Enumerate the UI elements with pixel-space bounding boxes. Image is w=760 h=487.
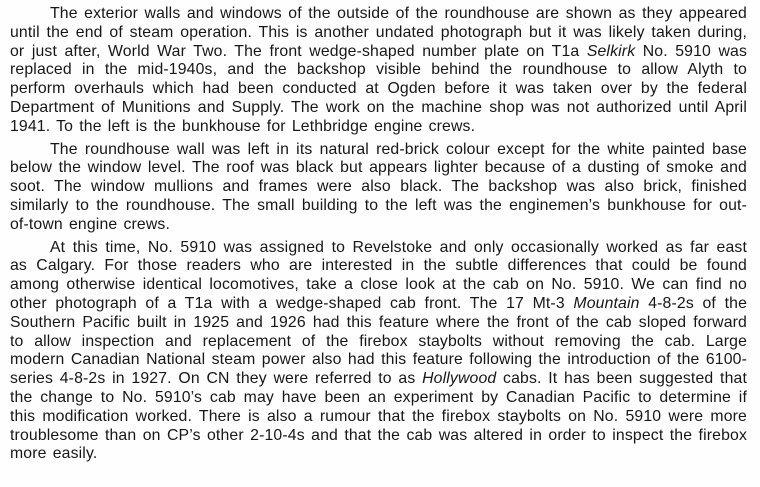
text-segment: The roundhouse wall was left in its natural red-brick colour except for the white painted base below the window level. The roof was black but appears lighter because of a dusting of smoke and soot. The window mullions and frames were also black. The backshop was also brick, finished similarly to the roundhouse. The small building to the left was the enginemen’s bunkhouse for out-of-town engine crews. xyxy=(10,140,747,233)
text-segment: No. 5910 was replaced in the mid-1940s, and the backshop visible behind the roundhouse to allow Alyth to perform overhauls which had been conducted at Ogden before it was taken over by the federal Department of Munitions and Supply. The work on the machine shop was not authorized until April 1941. To the left is the bunkhouse for Lethbridge engine crews. xyxy=(10,42,747,135)
text-segment: cabs. It has been suggested that the change to No. 5910’s cab may have been an experiment by Canadian Pacific to determine if this modification worked. There is also a rumour that the firebox staybolts on No. 5910 were more troublesome than on CP’s other 2-10-4s and that the cab was altered in order to inspect the firebox more easily. xyxy=(10,370,747,463)
italic-term: Selkirk xyxy=(586,42,636,60)
italic-term: Mountain xyxy=(573,294,640,312)
text-block xyxy=(10,5,747,464)
text-segment: 4-8-2s of the Southern Pacific built in 1925 and 1926 had this feature where the front of the cab sloped forward to allow inspection and replacement of the firebox staybolts without removing the cab. Large modern Canadian National steam power also had this feature following the introduction of the 6100-series 4-8-2s in 1927. On CN they were referred to as xyxy=(10,294,747,388)
italic-term: Hollywood xyxy=(422,370,497,388)
text-segment: The exterior walls and windows of the outside of the roundhouse are shown as they appeared until the end of steam operation. This is another undated photograph but it was likely taken during, or just after, World War Two. The front wedge-shaped number plate on T1a xyxy=(10,5,747,60)
text-segment: At this time, No. 5910 was assigned to Revelstoke and only occasionally worked as far east as Calgary. For those readers who are interested in the subtle differences that could be found among otherwise identical locomotives, take a close look at the cab on No. 5910. We can find no other photograph of a T1a with a wedge-shaped cab front. The 17 Mt-3 xyxy=(10,238,747,312)
paragraph-2 xyxy=(10,141,747,235)
paragraph-1 xyxy=(10,5,747,137)
paragraph-3 xyxy=(10,239,747,465)
